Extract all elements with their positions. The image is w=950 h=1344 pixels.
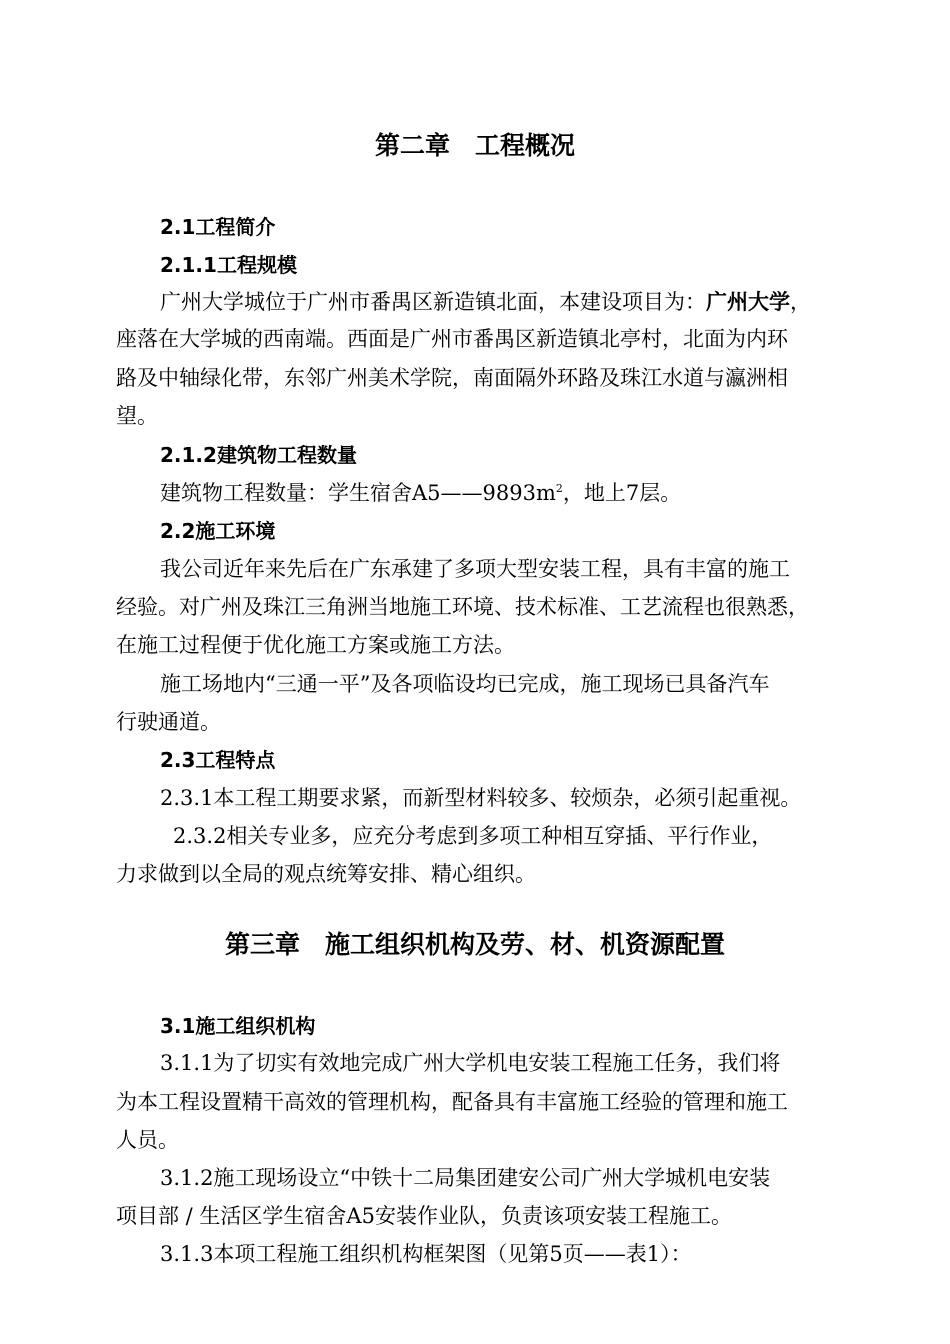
paragraph-line: 望。 [116,404,158,428]
paragraph-line: 施工场地内“三通一平”及各项临设均已完成，施工现场已具备汽车 [160,672,770,696]
paragraph-line: 3.1.3本项工程施工组织机构框架图（见第5页——表1）： [160,1242,692,1266]
text-span: 广州大学城位于广州市番禺区新造镇北面，本建设项目为： [160,290,706,314]
paragraph-line: 人员。 [116,1128,179,1152]
superscript: 2 [555,482,563,495]
paragraph-line: 路及中轴绿化带，东邻广州美术学院，南面隔外环路及珠江水道与瀛洲相 [116,366,788,390]
paragraph-line: 项目部 / 生活区学生宿舍A5安装作业队，负责该项安装工程施工。 [116,1204,732,1228]
text-span: 建筑物工程数量：学生宿舍A5——9893m [160,481,556,505]
paragraph-line: 3.1.1为了切实有效地完成广州大学机电安装工程施工任务，我们将 [160,1051,781,1075]
chapter-2-title: 第二章 工程概况 [374,131,575,160]
text-span: ， [790,290,811,314]
paragraph-line: 经验。对广州及珠江三角洲当地施工环境、技术标准、工艺流程也很熟悉， [116,595,809,619]
paragraph-line: 我公司近年来先后在广东承建了多项大型安装工程，具有丰富的施工 [160,557,790,581]
paragraph-line: 3.1.2施工现场设立“中铁十二局集团建安公司广州大学城机电安装 [160,1166,771,1190]
section-2-3-heading: 2.3工程特点 [160,748,276,772]
paragraph-line: 为本工程设置精干高效的管理机构，配备具有丰富施工经验的管理和施工 [116,1090,788,1114]
paragraph-line: 2.3.1本工程工期要求紧，而新型材料较多、较烦杂，必须引起重视。 [160,786,802,810]
paragraph-line: 2.3.2相关专业多，应充分考虑到多项工种相互穿插、平行作业， [173,824,773,848]
bold-project-name: 广州大学 [706,290,790,314]
paragraph-line: 在施工过程便于优化施工方案或施工方法。 [116,633,515,657]
section-2-2-heading: 2.2施工环境 [160,519,276,543]
section-2-1-1-heading: 2.1.1工程规模 [160,253,297,277]
chapter-3-title: 第三章 施工组织机构及劳、材、机资源配置 [224,930,725,959]
paragraph-line [160,287,811,317]
paragraph-line: 行驶通道。 [116,710,221,734]
text-span: ，地上7层。 [562,481,682,505]
paragraph-line [160,478,681,508]
section-3-1-heading: 3.1施工组织机构 [160,1014,316,1038]
section-2-1-heading: 2.1工程简介 [160,215,276,239]
paragraph-line: 座落在大学城的西南端。西面是广州市番禺区新造镇北亭村，北面为内环 [116,327,788,351]
section-2-1-2-heading: 2.1.2建筑物工程数量 [160,443,357,467]
paragraph-line: 力求做到以全局的观点统筹安排、精心组织。 [116,862,536,886]
